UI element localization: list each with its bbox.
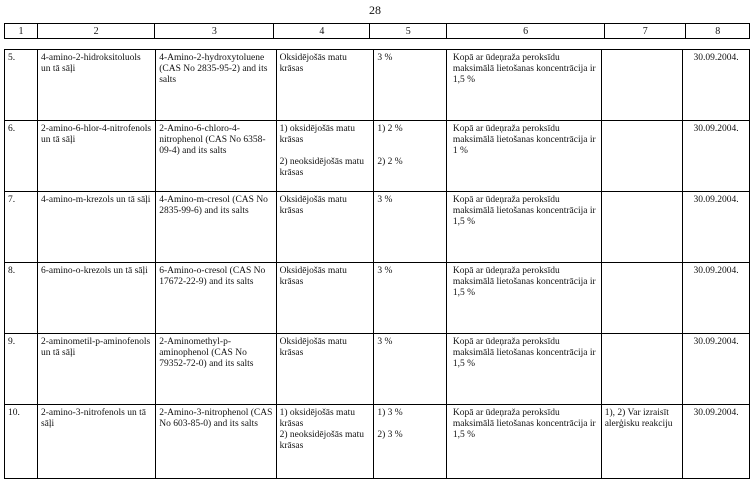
valid-until-date: 30.09.2004. bbox=[683, 121, 750, 192]
column-header-8: 8 bbox=[686, 24, 750, 39]
concentration-b: 2) 2 % bbox=[377, 157, 403, 167]
concentration-a: 3 % bbox=[377, 195, 393, 205]
product-type-a: Oksidējošās matu krāsas bbox=[279, 266, 347, 287]
warnings bbox=[601, 121, 682, 192]
substance-name-lv: 2-amino-3-nitrofenols un tā sāļi bbox=[37, 405, 155, 479]
product-type bbox=[276, 334, 374, 405]
row-number: 7. bbox=[5, 192, 38, 263]
max-concentration bbox=[374, 263, 447, 334]
concentration-a: 1) 2 % bbox=[377, 124, 403, 134]
other-conditions: Kopā ar ūdeņraža peroksīdu maksimālā lietošanas koncentrācija ir 1,5 % bbox=[446, 405, 601, 479]
substance-name-en: 6-Amino-o-cresol (CAS No 17672-22-9) and its salts bbox=[156, 263, 276, 334]
substance-name-lv: 4-amino-2-hidroksitoluols un tā sāļi bbox=[37, 50, 155, 121]
other-conditions: Kopā ar ūdeņraža peroksīdu maksimālā lietošanas koncentrācija ir 1,5 % bbox=[446, 192, 601, 263]
column-header-7: 7 bbox=[605, 24, 686, 39]
table-row bbox=[5, 405, 750, 479]
product-type-a: 1) oksidējošās matu krāsas bbox=[279, 124, 356, 145]
row-number: 10. bbox=[5, 405, 38, 479]
max-concentration bbox=[374, 50, 447, 121]
max-concentration bbox=[374, 121, 447, 192]
column-header-4: 4 bbox=[274, 24, 370, 39]
table-row bbox=[5, 50, 750, 121]
row-number: 8. bbox=[5, 263, 38, 334]
concentration-a: 3 % bbox=[377, 337, 393, 347]
other-conditions: Kopā ar ūdeņraža peroksīdu maksimālā lietošanas koncentrācija ir 1,5 % bbox=[446, 50, 601, 121]
concentration-a: 3 % bbox=[377, 53, 393, 63]
substances-table bbox=[4, 49, 750, 479]
valid-until-date: 30.09.2004. bbox=[683, 334, 750, 405]
warnings: 1), 2) Var izraisīt alerģisku reakciju bbox=[601, 405, 682, 479]
product-type bbox=[276, 50, 374, 121]
substance-name-lv: 2-amino-6-hlor-4-nitrofenols un tā sāļi bbox=[37, 121, 155, 192]
column-header-5: 5 bbox=[370, 24, 447, 39]
row-number: 9. bbox=[5, 334, 38, 405]
row-number: 6. bbox=[5, 121, 38, 192]
substance-name-en: 2-Amino-3-nitrophenol (CAS No 603-85-0) and its salts bbox=[156, 405, 276, 479]
table-row bbox=[5, 334, 750, 405]
valid-until-date: 30.09.2004. bbox=[683, 263, 750, 334]
product-type bbox=[276, 405, 374, 479]
table-row bbox=[5, 121, 750, 192]
substance-name-en: 4-Amino-m-cresol (CAS No 2835-99-6) and its salts bbox=[156, 192, 276, 263]
product-type bbox=[276, 192, 374, 263]
max-concentration bbox=[374, 334, 447, 405]
warnings bbox=[601, 334, 682, 405]
column-header-2: 2 bbox=[37, 24, 154, 39]
warnings bbox=[601, 50, 682, 121]
page-number: 28 bbox=[369, 3, 381, 17]
valid-until-date: 30.09.2004. bbox=[683, 405, 750, 479]
row-number: 5. bbox=[5, 50, 38, 121]
valid-until-date: 30.09.2004. bbox=[683, 192, 750, 263]
max-concentration bbox=[374, 405, 447, 479]
warnings bbox=[601, 263, 682, 334]
column-number-header bbox=[4, 23, 750, 39]
product-type-a: Oksidējošās matu krāsas bbox=[279, 337, 347, 358]
other-conditions: Kopā ar ūdeņraža peroksīdu maksimālā lietošanas koncentrācija ir 1,5 % bbox=[446, 334, 601, 405]
other-conditions: Kopā ar ūdeņraža peroksīdu maksimālā lietošanas koncentrācija ir 1,5 % bbox=[446, 263, 601, 334]
column-header-1: 1 bbox=[5, 24, 38, 39]
column-header-6: 6 bbox=[447, 24, 605, 39]
product-type bbox=[276, 121, 374, 192]
product-type-b: 2) neoksidējošās matu krāsas bbox=[279, 430, 365, 451]
concentration-a: 3 % bbox=[377, 266, 393, 276]
max-concentration bbox=[374, 192, 447, 263]
substance-name-lv: 6-amino-o-krezols un tā sāļi bbox=[37, 263, 155, 334]
concentration-a: 1) 3 % bbox=[377, 408, 403, 418]
valid-until-date: 30.09.2004. bbox=[683, 50, 750, 121]
substance-name-lv: 2-aminometil-p-aminofenols un tā sāļi bbox=[37, 334, 155, 405]
column-header-3: 3 bbox=[155, 24, 274, 39]
substance-name-en: 4-Amino-2-hydroxytoluene (CAS No 2835-95-2) and its salts bbox=[156, 50, 276, 121]
warnings bbox=[601, 192, 682, 263]
product-type-a: Oksidējošās matu krāsas bbox=[279, 195, 347, 216]
table-row bbox=[5, 192, 750, 263]
product-type-a: Oksidējošās matu krāsas bbox=[279, 53, 347, 74]
other-conditions: Kopā ar ūdeņraža peroksīdu maksimālā lietošanas koncentrācija ir 1 % bbox=[446, 121, 601, 192]
substance-name-en: 2-Amino-6-chloro-4-nitrophenol (CAS No 6358-09-4) and its salts bbox=[156, 121, 276, 192]
substance-name-en: 2-Aminomethyl-p-aminophenol (CAS No 79352-72-0) and its salts bbox=[156, 334, 276, 405]
table-row bbox=[5, 263, 750, 334]
product-type-a: 1) oksidējošās matu krāsas bbox=[279, 408, 356, 429]
concentration-b: 2) 3 % bbox=[377, 430, 403, 440]
substance-name-lv: 4-amino-m-krezols un tā sāļi bbox=[37, 192, 155, 263]
product-type-b: 2) neoksidējošās matu krāsas bbox=[279, 157, 365, 178]
product-type bbox=[276, 263, 374, 334]
